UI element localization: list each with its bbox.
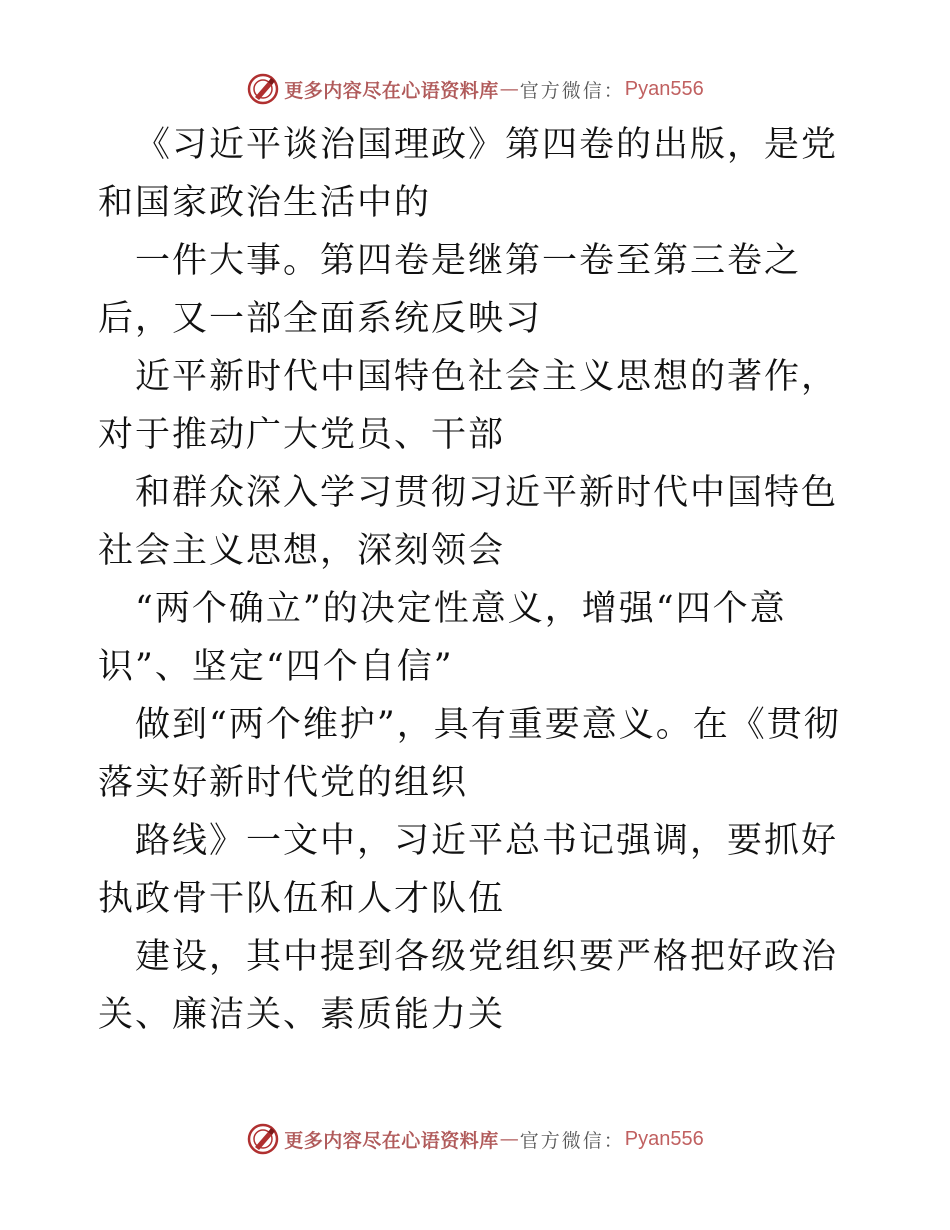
watermark-site: 更多内容尽在心语资料库 (284, 1129, 499, 1152)
watermark-label: 官方微信： (519, 79, 625, 102)
watermark-dash: — (499, 78, 519, 100)
page-footer-watermark (0, 1122, 950, 1156)
watermark-site: 更多内容尽在心语资料库 (284, 79, 499, 102)
paragraph: “两个确立”的决定性意义，增强“四个意识”、坚定“四个自信” (98, 589, 787, 687)
pen-logo-icon (246, 1122, 280, 1156)
paragraph: 近平新时代中国特色社会主义思想的著作，对于推动广大党员、干部 (98, 357, 839, 455)
watermark (246, 1122, 704, 1156)
watermark (246, 72, 704, 106)
watermark-id: Pyan556 (624, 77, 704, 100)
paragraph: 做到“两个维护”，具有重要意义。在《贯彻落实好新时代党的组织 (98, 705, 841, 803)
pen-logo-icon (246, 72, 280, 106)
watermark-dash: — (499, 1128, 519, 1150)
watermark-label: 官方微信： (519, 1129, 625, 1152)
paragraph: 路线》一文中，习近平总书记强调，要抓好执政骨干队伍和人才队伍 (98, 821, 839, 919)
paragraph: 建设，其中提到各级党组织要严格把好政治关、廉洁关、素质能力关 (98, 937, 839, 1035)
paragraph: 和群众深入学习贯彻习近平新时代中国特色社会主义思想，深刻领会 (98, 473, 839, 571)
paragraph: 《习近平谈治国理政》第四卷的出版，是党和国家政治生活中的 (98, 125, 839, 223)
page-header-watermark (0, 72, 950, 106)
document-body (98, 116, 858, 1044)
paragraph: 一件大事。第四卷是继第一卷至第三卷之后，又一部全面系统反映习 (98, 241, 802, 339)
watermark-id: Pyan556 (624, 1127, 704, 1150)
